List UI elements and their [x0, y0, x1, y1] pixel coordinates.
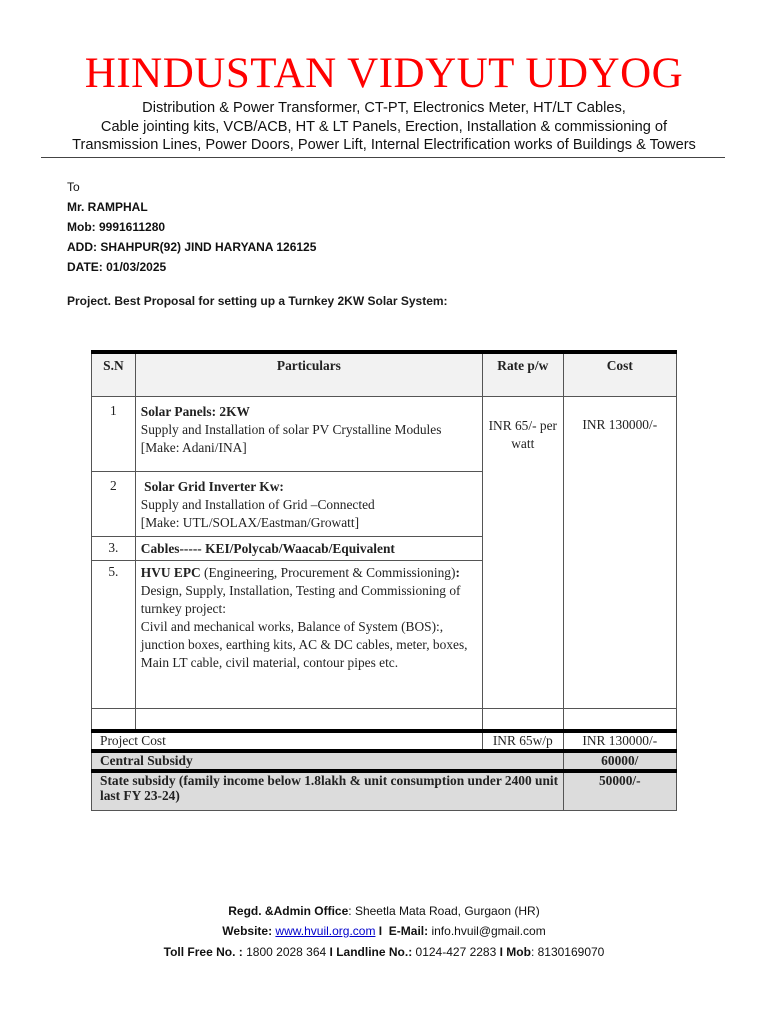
- recipient-address: ADD: SHAHPUR(92) JIND HARYANA 126125: [67, 240, 317, 254]
- tagline-line-2: Cable jointing kits, VCB/ACB, HT & LT Panels, Erection, Installation & commissioning of: [100, 119, 668, 135]
- row-sn: 5.: [92, 561, 136, 709]
- header-rate: Rate p/w: [483, 352, 564, 397]
- table-header-row: [92, 352, 677, 397]
- row-particulars: [135, 537, 482, 561]
- empty-cell: [135, 709, 482, 731]
- mob-label: I Mob: [499, 945, 531, 959]
- office-value: : Sheetla Mata Road, Gurgaon (HR): [348, 904, 540, 918]
- empty-cell: [92, 709, 136, 731]
- item-description: Design, Supply, Installation, Testing and Commissioning of turnkey project:: [140, 583, 461, 616]
- empty-cell: [483, 709, 564, 731]
- project-cost-label: Project Cost: [92, 731, 483, 751]
- email-value: info.hvuil@gmail.com: [431, 924, 546, 938]
- item-description: Supply and Installation of Grid –Connected: [140, 497, 375, 512]
- recipient-mobile: Mob: 9991611280: [67, 220, 166, 234]
- row-particulars: [135, 472, 482, 537]
- item-make: [Make: Adani/INA]: [140, 440, 247, 455]
- recipient-name: Mr. RAMPHAL: [67, 200, 148, 214]
- footer-contact: [0, 921, 768, 941]
- office-label: Regd. &Admin Office: [228, 904, 349, 918]
- central-subsidy-row: [92, 751, 677, 771]
- mob-value: : 8130169070: [530, 945, 605, 959]
- table-row-empty: [92, 709, 677, 731]
- tagline-line-1: Distribution & Power Transformer, CT-PT, Electronics Meter, HT/LT Cables,: [142, 100, 626, 116]
- item-scope: Civil and mechanical works, Balance of System (BOS):, junction boxes, earthing kits, AC & DC cables, meter, boxes, Main LT cable, civil material, contour pipes etc.: [140, 619, 468, 670]
- rate-value: INR 65/- per watt: [483, 397, 564, 709]
- item-title: KEI/Polycab/Waacab/Equivalent: [205, 541, 395, 556]
- project-title: Project. Best Proposal for setting up a Turnkey 2KW Solar System:: [67, 294, 448, 308]
- row-sn: 1: [92, 397, 136, 472]
- company-name: HINDUSTAN VIDYUT UDYOG: [84, 50, 684, 97]
- project-cost-row: [92, 731, 677, 751]
- table-row: [92, 397, 677, 472]
- item-title-prefix: Cables-----: [140, 541, 206, 556]
- header-particulars: Particulars: [135, 352, 482, 397]
- row-sn: 2: [92, 472, 136, 537]
- row-sn: 3.: [92, 537, 136, 561]
- proposal-date: DATE: 01/03/2025: [67, 260, 167, 274]
- item-title-suffix: (Engineering, Procurement & Commissioning): [200, 565, 456, 580]
- project-cost-value: INR 130000/-: [563, 731, 676, 751]
- tollfree-value: 1800 2028 364: [246, 945, 330, 959]
- item-title: Solar Panels: 2KW: [140, 404, 250, 419]
- item-title: Solar Grid Inverter Kw:: [140, 479, 284, 494]
- row-particulars: [135, 561, 482, 709]
- central-subsidy-label: Central Subsidy: [92, 751, 564, 771]
- item-title: HVU EPC: [140, 565, 201, 580]
- footer-phones: [0, 942, 768, 962]
- item-title-colon: :: [455, 565, 460, 580]
- landline-label: I Landline No.:: [329, 945, 416, 959]
- cost-value: INR 130000/-: [563, 397, 676, 709]
- header-cost: Cost: [563, 352, 676, 397]
- header-sn: S.N: [92, 352, 136, 397]
- tollfree-label: Toll Free No. :: [163, 945, 247, 959]
- footer-office: [0, 901, 768, 921]
- email-label: I E-Mail:: [375, 924, 432, 938]
- state-subsidy-label: State subsidy (family income below 1.8lakh & unit consumption under 2400 unit last FY 23-24): [92, 771, 564, 811]
- website-label: Website:: [222, 924, 276, 938]
- project-cost-rate: INR 65w/p: [483, 731, 564, 751]
- empty-cell: [563, 709, 676, 731]
- header-divider: [41, 157, 725, 158]
- item-description: Supply and Installation of solar PV Crystalline Modules: [140, 422, 442, 437]
- website-link[interactable]: www.hvuil.org.com: [275, 924, 376, 938]
- tagline-line-3: Transmission Lines, Power Doors, Power Lift, Internal Electrification works of Buildings & Towers: [72, 137, 696, 153]
- item-make: [Make: UTL/SOLAX/Eastman/Growatt]: [140, 515, 360, 530]
- to-label: To: [67, 180, 80, 194]
- state-subsidy-value: 50000/-: [563, 771, 676, 811]
- landline-value: 0124-427 2283: [415, 945, 500, 959]
- central-subsidy-value: 60000/: [563, 751, 676, 771]
- state-subsidy-row: [92, 771, 677, 811]
- quotation-table: [91, 350, 677, 811]
- row-particulars: [135, 397, 482, 472]
